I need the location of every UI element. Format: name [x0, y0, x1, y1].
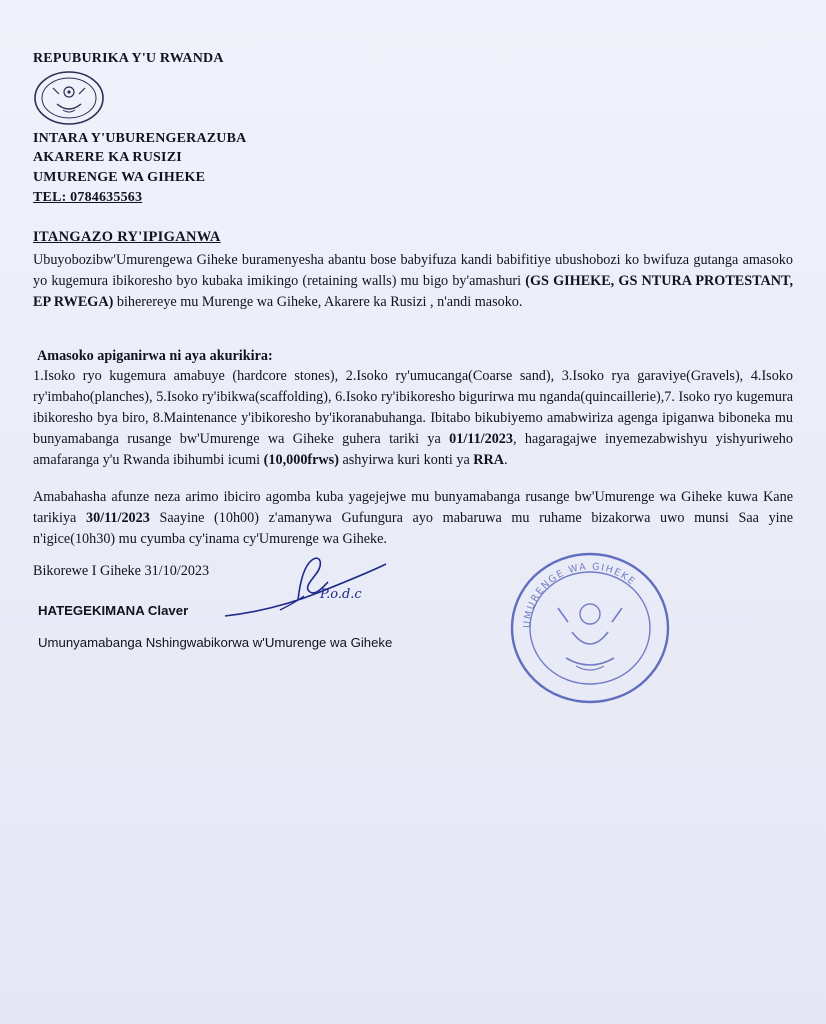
closing-text-1: Amabahasha afunze neza arimo ibiciro agomba kuba yagejejwe mu bunyamabanga rusange bw'Umurenge wa Giheke kuwa Kane tarikiya: [33, 489, 793, 526]
rwanda-emblem-icon: [33, 70, 105, 126]
header-republic: REPUBURIKA Y'U RWANDA: [33, 51, 224, 66]
tender-fee: (10,000frws): [263, 452, 339, 468]
intro-text-2: biherereye mu Murenge wa Giheke, Akarere ka Rusizi , n'andi masoko.: [113, 294, 523, 310]
tender-list-text-1: 1.Isoko ryo kugemura amabuye (hardcore stones), 2.Isoko ry'umucanga(Coarse sand), 3.Isoko rya garaviye(Gravels), 4.Isoko ry'imbaho(planches), 5.Isoko ry'ibikwa(scaffolding), 6.Isoko ry'ibikoresho bigurirwa mu nganda(quincaillerie),7. Isoko ryo kugemura ibikoresho bya biro, 8.Maintenance y'ibikoresho by'ikoranabuhanga. Ibitabo bikubiyemo amabwiriza agenga ipiganwa biboneka mu bunyamabanga rusange bw'Umurenge wa Giheke guhera tariki ya: [33, 368, 793, 447]
intro-paragraph: [33, 250, 793, 313]
signature-image: [220, 552, 390, 627]
header-sector: UMURENGE WA GIHEKE: [33, 170, 206, 185]
header-district: AKARERE KA RUSIZI: [33, 150, 182, 165]
tender-list-text-2: , hagaragajwe inyemezabwishyu yishyuriweho amafaranga y'u Rwanda ibihumbi icumi: [33, 431, 793, 468]
tender-rra: RRA: [473, 452, 505, 468]
tender-list-paragraph: [33, 366, 793, 471]
closing-date: 30/11/2023: [85, 510, 150, 526]
signoff-date: Bikorewe I Giheke 31/10/2023: [33, 563, 210, 579]
intro-schools: (GS GIHEKE, GS NTURA PROTESTANT, EP RWEGA): [33, 273, 793, 310]
closing-paragraph: [33, 487, 793, 550]
header-province: INTARA Y'UBURENGERAZUBA: [33, 131, 247, 146]
official-stamp: [508, 548, 673, 706]
header-phone: TEL: 0784635563: [33, 190, 143, 205]
closing-text-2: Saayine (10h00) z'amanywa Gufungura ayo mabaruwa mu ruhame bizakorwa uwo munsi Saa yine n'igice(10h30) mu cyumba cy'inama cy'Umurenge wa Giheke.: [33, 510, 794, 547]
notice-title: ITANGAZO RY'IPIGANWA: [33, 229, 221, 245]
signature-text: P.o.d.c: [320, 587, 362, 602]
list-title: Amasoko apiganirwa ni aya akurikira:: [37, 348, 273, 364]
tender-list-text-3: ashyirwa kuri konti ya: [338, 452, 474, 468]
stamp-text: UMURENGE WA GIHEKE: [521, 561, 638, 629]
tender-list-text-4: .: [504, 452, 508, 468]
intro-text-1: Ubuyobozibw'Umurengewa Giheke buramenyesha abantu bose babyifuza kandi babifitiye ubushobozi ko bwifuza gutanga amasoko yo kugemura ibikoresho byo kubaka imikingo (retaining walls) mu bigo by'amashuri: [33, 252, 793, 289]
signatory-name: HATEGEKIMANA Claver: [38, 603, 189, 618]
tender-start-date: 01/11/2023: [449, 431, 513, 447]
signatory-role: Umunyamabanga Nshingwabikorwa w'Umurenge wa Giheke: [38, 635, 393, 650]
